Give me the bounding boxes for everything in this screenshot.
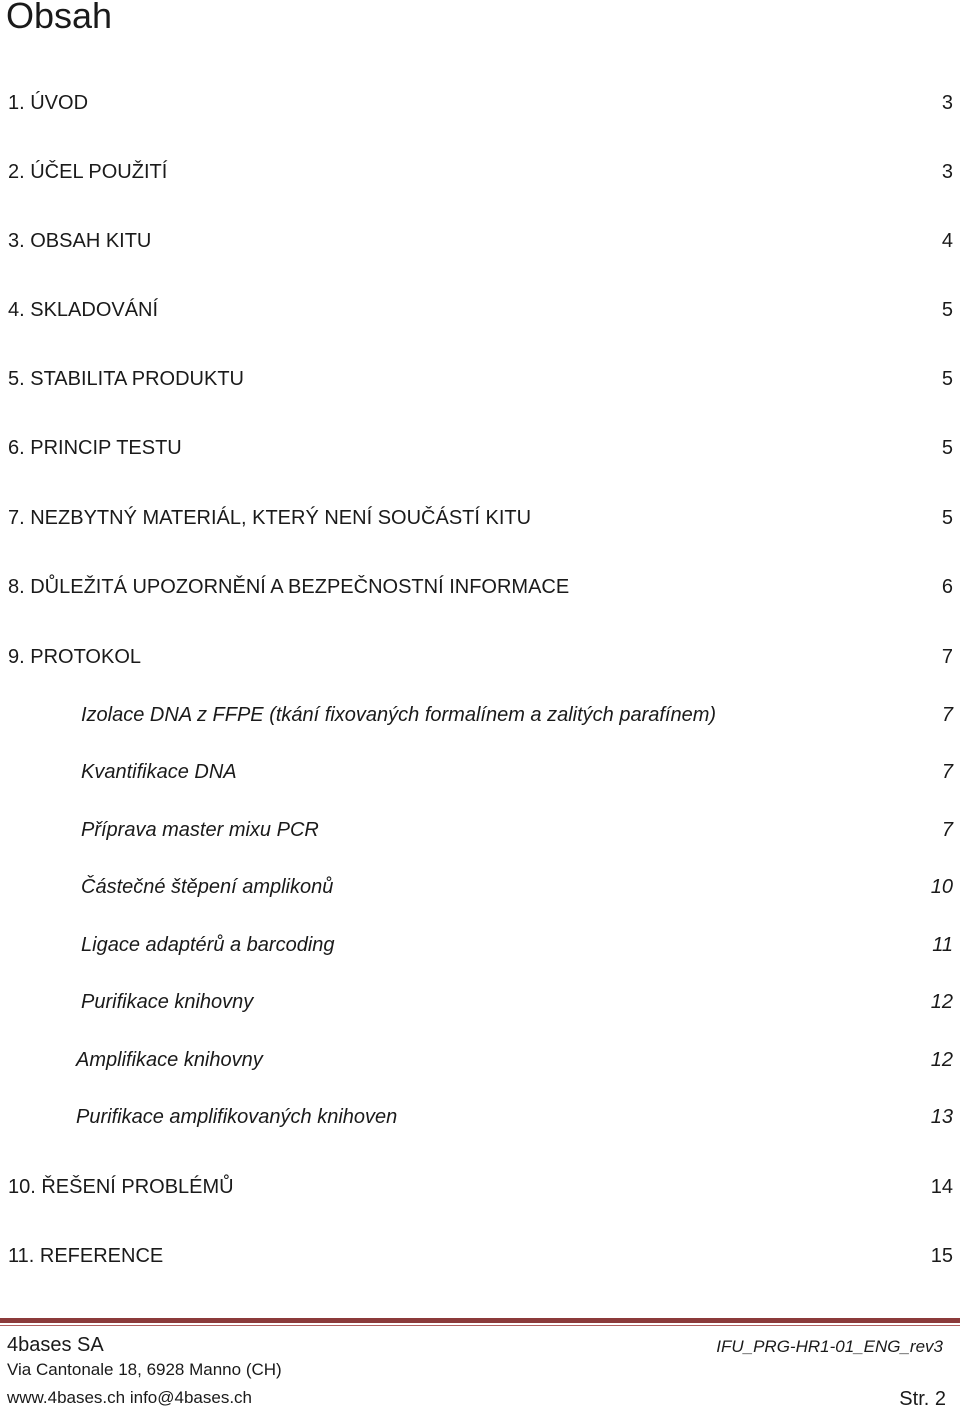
toc-entry-page: 6 bbox=[941, 576, 953, 598]
toc-entry-label: Kvantifikace DNA bbox=[81, 761, 237, 783]
toc-entry-page: 15 bbox=[930, 1245, 953, 1267]
toc-entry-label: Částečné štěpení amplikonů bbox=[81, 876, 334, 898]
toc-entry[interactable] bbox=[0, 757, 953, 787]
toc-entry[interactable] bbox=[0, 987, 953, 1017]
toc-entry[interactable] bbox=[0, 642, 953, 672]
toc-entry-page: 14 bbox=[930, 1176, 953, 1198]
toc-entry[interactable] bbox=[0, 433, 953, 463]
toc-entry-page: 5 bbox=[941, 437, 953, 459]
toc-entry-label: 7. NEZBYTNÝ MATERIÁL, KTERÝ NENÍ SOUČÁSTÍ KITU bbox=[8, 507, 532, 529]
footer-company-name: 4bases SA bbox=[7, 1334, 104, 1356]
toc-entry-label: 9. PROTOKOL bbox=[8, 646, 142, 668]
toc-entry[interactable] bbox=[0, 88, 953, 118]
toc-entry-label: Ligace adaptérů a barcoding bbox=[81, 934, 335, 956]
toc-entry-page: 7 bbox=[941, 704, 953, 726]
toc-entry-label: 8. DŮLEŽITÁ UPOZORNĚNÍ A BEZPEČNOSTNÍ INFORMACE bbox=[8, 576, 570, 598]
toc-entry-label: Amplifikace knihovny bbox=[76, 1049, 263, 1071]
toc-entry-label: Příprava master mixu PCR bbox=[81, 819, 319, 841]
toc-entry-page: 3 bbox=[941, 161, 953, 183]
toc-entry-page: 12 bbox=[930, 1049, 953, 1071]
footer-divider bbox=[0, 1318, 960, 1323]
toc-entry-label: 6. PRINCIP TESTU bbox=[8, 437, 182, 459]
toc-entry-page: 7 bbox=[941, 819, 953, 841]
toc-entry-page: 5 bbox=[941, 368, 953, 390]
toc-entry[interactable] bbox=[0, 1172, 953, 1202]
toc-entry-label: Purifikace amplifikovaných knihoven bbox=[76, 1106, 398, 1128]
toc-entry-page: 7 bbox=[941, 761, 953, 783]
toc-entry[interactable] bbox=[0, 700, 953, 730]
toc-entry-label: 5. STABILITA PRODUKTU bbox=[8, 368, 244, 390]
toc-entry-page: 12 bbox=[930, 991, 953, 1013]
page-title: Obsah bbox=[6, 0, 113, 36]
toc-entry-label: 10. ŘEŠENÍ PROBLÉMŮ bbox=[8, 1176, 234, 1198]
footer-divider-thin bbox=[0, 1325, 960, 1326]
toc-entry-page: 11 bbox=[932, 934, 953, 956]
toc-entry-page: 13 bbox=[930, 1106, 953, 1128]
toc-entry[interactable] bbox=[0, 295, 953, 325]
toc-entry-label: 4. SKLADOVÁNÍ bbox=[8, 299, 159, 321]
toc-entry-page: 7 bbox=[941, 646, 953, 668]
toc-entry-page: 3 bbox=[941, 92, 953, 114]
toc-entry[interactable] bbox=[0, 1045, 953, 1075]
toc-entry[interactable] bbox=[0, 1102, 953, 1132]
toc-entry[interactable] bbox=[0, 872, 953, 902]
footer-contact: www.4bases.ch info@4bases.ch bbox=[7, 1388, 252, 1407]
toc-entry[interactable] bbox=[0, 1241, 953, 1271]
toc-entry[interactable] bbox=[0, 503, 953, 533]
footer-address: Via Cantonale 18, 6928 Manno (CH) bbox=[7, 1360, 282, 1379]
toc-entry-label: Izolace DNA z FFPE (tkání fixovaných formalínem a zalitých parafínem) bbox=[81, 704, 717, 726]
toc-entry[interactable] bbox=[0, 226, 953, 256]
toc-entry[interactable] bbox=[0, 815, 953, 845]
toc-entry[interactable] bbox=[0, 157, 953, 187]
toc-entry-label: 3. OBSAH KITU bbox=[8, 230, 152, 252]
toc-entry-page: 5 bbox=[941, 507, 953, 529]
toc-entry-page: 10 bbox=[930, 876, 953, 898]
toc-entry-label: Purifikace knihovny bbox=[81, 991, 254, 1013]
toc-entry-label: 11. REFERENCE bbox=[8, 1245, 164, 1267]
toc-entry[interactable] bbox=[0, 364, 953, 394]
toc-entry-page: 4 bbox=[941, 230, 953, 252]
toc-entry-label: 1. ÚVOD bbox=[8, 92, 89, 114]
footer-page-number: Str. 2 bbox=[899, 1388, 946, 1410]
footer-document-code: IFU_PRG-HR1-01_ENG_rev3 bbox=[716, 1337, 943, 1356]
toc-entry[interactable] bbox=[0, 572, 953, 602]
toc-entry-page: 5 bbox=[941, 299, 953, 321]
toc-entry[interactable] bbox=[0, 930, 953, 960]
toc-entry-label: 2. ÚČEL POUŽITÍ bbox=[8, 161, 168, 183]
